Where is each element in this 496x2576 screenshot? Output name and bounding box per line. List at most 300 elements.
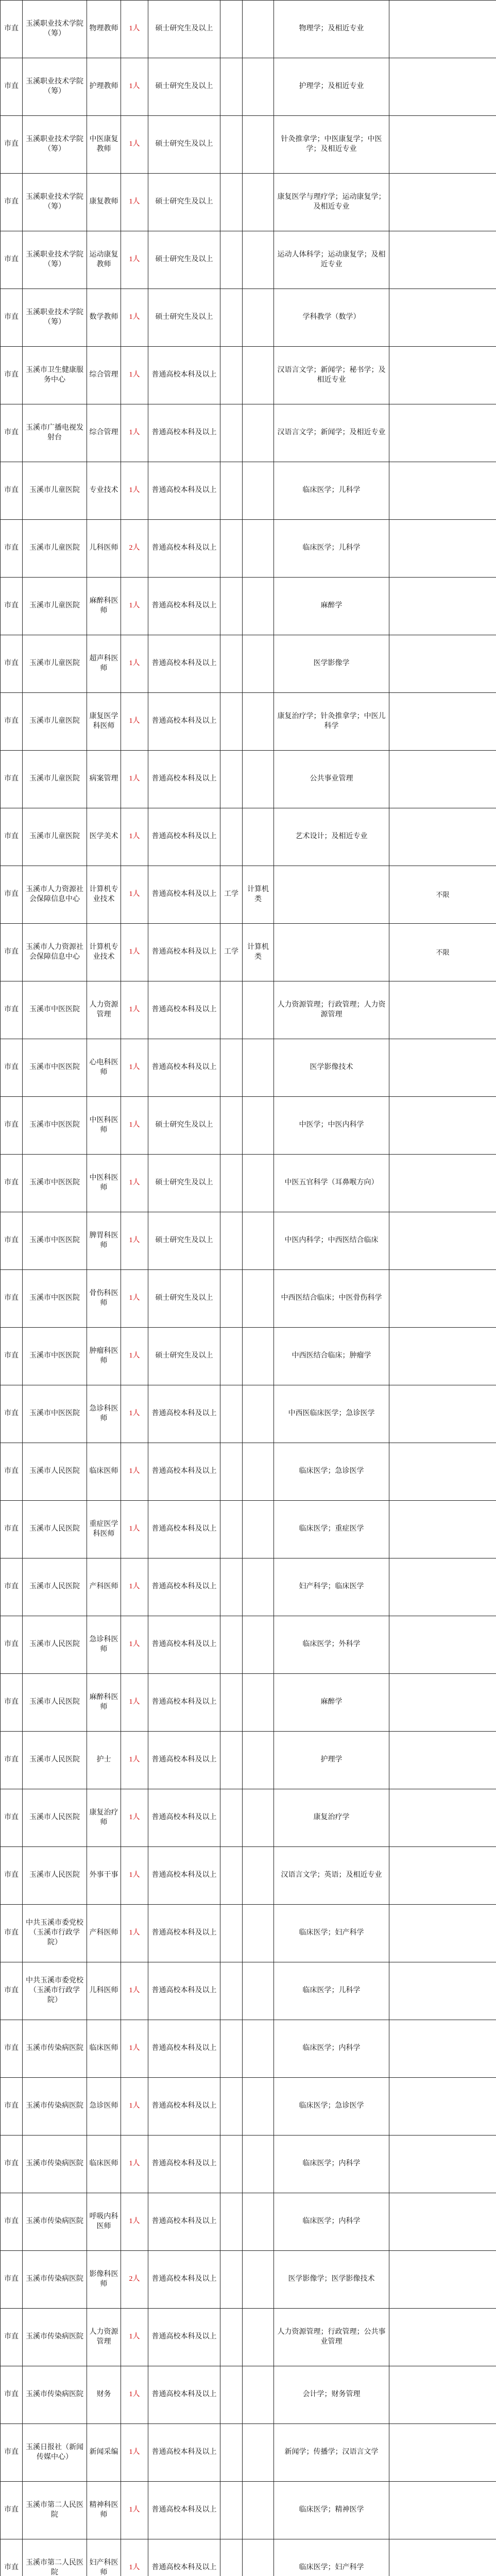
level-cell: 市直: [1, 808, 23, 866]
level-cell: 市直: [1, 2078, 23, 2136]
education-cell: 普通高校本科及以上: [148, 1962, 220, 2020]
level-cell: 市直: [1, 693, 23, 751]
remark-cell: 不限: [389, 924, 496, 981]
count-cell: 1人: [121, 1616, 148, 1674]
level-cell: 市直: [1, 2136, 23, 2193]
subject-category-cell: [243, 520, 274, 578]
degree-category-cell: [220, 1789, 243, 1847]
level-cell: 市直: [1, 347, 23, 404]
remark-cell: [389, 1212, 496, 1270]
unit-cell: 玉溪市中医医院: [23, 1385, 87, 1443]
post-cell: 外事干事: [87, 1847, 121, 1905]
degree-category-cell: [220, 1674, 243, 1732]
unit-cell: 玉溪职业技术学院（筹）: [23, 289, 87, 347]
degree-category-cell: [220, 1962, 243, 2020]
remark-cell: [389, 2193, 496, 2251]
subject-category-cell: [243, 2020, 274, 2078]
unit-cell: 玉溪市人民医院: [23, 1501, 87, 1558]
degree-category-cell: [220, 116, 243, 174]
subject-category-cell: [243, 2539, 274, 2576]
level-cell: 市直: [1, 174, 23, 231]
remark-cell: [389, 2251, 496, 2309]
post-cell: 综合管理: [87, 347, 121, 404]
education-cell: 硕士研究生及以上: [148, 1097, 220, 1155]
subject-category-cell: [243, 1328, 274, 1385]
remark-cell: [389, 1270, 496, 1328]
unit-cell: 玉溪市儿童医院: [23, 520, 87, 578]
remark-cell: [389, 1501, 496, 1558]
level-cell: 市直: [1, 1212, 23, 1270]
post-cell: 骨伤科医师: [87, 1270, 121, 1328]
education-cell: 普通高校本科及以上: [148, 2539, 220, 2576]
major-cell: 护理学；及相近专业: [274, 58, 389, 116]
level-cell: 市直: [1, 1616, 23, 1674]
post-cell: 儿科医师: [87, 520, 121, 578]
remark-cell: [389, 1616, 496, 1674]
subject-category-cell: [243, 2193, 274, 2251]
major-cell: 针灸推拿学；中医康复学；中医学；及相近专业: [274, 116, 389, 174]
subject-category-cell: [243, 578, 274, 635]
post-cell: 儿科医师: [87, 1962, 121, 2020]
degree-category-cell: [220, 289, 243, 347]
post-cell: 急诊医师: [87, 2078, 121, 2136]
level-cell: 市直: [1, 1155, 23, 1212]
post-cell: 急诊科医师: [87, 1385, 121, 1443]
degree-category-cell: [220, 1212, 243, 1270]
education-cell: 硕士研究生及以上: [148, 231, 220, 289]
post-cell: 物理教师: [87, 1, 121, 58]
subject-category-cell: [243, 2482, 274, 2539]
count-cell: 1人: [121, 1847, 148, 1905]
degree-category-cell: [220, 1155, 243, 1212]
table-row: [1, 924, 496, 981]
subject-category-cell: [243, 2078, 274, 2136]
unit-cell: 玉溪市人力资源社会保障信息中心: [23, 924, 87, 981]
table-row: [1, 2366, 496, 2424]
count-cell: 1人: [121, 2424, 148, 2482]
count-cell: 1人: [121, 866, 148, 924]
major-cell: 中医学；中医内科学: [274, 1097, 389, 1155]
level-cell: 市直: [1, 1732, 23, 1789]
post-cell: 新闻采编: [87, 2424, 121, 2482]
count-cell: 1人: [121, 116, 148, 174]
post-cell: 精神科医师: [87, 2482, 121, 2539]
level-cell: 市直: [1, 404, 23, 462]
education-cell: 普通高校本科及以上: [148, 981, 220, 1039]
degree-category-cell: [220, 1, 243, 58]
degree-category-cell: [220, 693, 243, 751]
subject-category-cell: [243, 2366, 274, 2424]
major-cell: 医学影像学: [274, 635, 389, 693]
education-cell: 普通高校本科及以上: [148, 462, 220, 520]
table-row: [1, 1212, 496, 1270]
count-cell: 1人: [121, 1039, 148, 1097]
subject-category-cell: [243, 693, 274, 751]
degree-category-cell: [220, 2309, 243, 2366]
subject-category-cell: [243, 1616, 274, 1674]
education-cell: 普通高校本科及以上: [148, 347, 220, 404]
level-cell: 市直: [1, 1674, 23, 1732]
unit-cell: 玉溪市人力资源社会保障信息中心: [23, 866, 87, 924]
unit-cell: 玉溪日报社（新闻传媒中心）: [23, 2424, 87, 2482]
degree-category-cell: [220, 1270, 243, 1328]
major-cell: 临床医学；外科学: [274, 1616, 389, 1674]
major-cell: 物理学；及相近专业: [274, 1, 389, 58]
major-cell: 中西医结合临床；肿瘤学: [274, 1328, 389, 1385]
count-cell: 1人: [121, 1732, 148, 1789]
table-row: [1, 1905, 496, 1962]
count-cell: 1人: [121, 1962, 148, 2020]
table-row: [1, 116, 496, 174]
remark-cell: [389, 578, 496, 635]
major-cell: 中西医临床医学；急诊医学: [274, 1385, 389, 1443]
unit-cell: 玉溪职业技术学院（筹）: [23, 174, 87, 231]
post-cell: 数学教师: [87, 289, 121, 347]
degree-category-cell: 工学: [220, 866, 243, 924]
major-cell: 中医内科学；中西医结合临床: [274, 1212, 389, 1270]
remark-cell: [389, 1847, 496, 1905]
major-cell: 医学影像技术: [274, 1039, 389, 1097]
table-row: [1, 347, 496, 404]
remark-cell: 不限: [389, 866, 496, 924]
table-row: [1, 2424, 496, 2482]
subject-category-cell: [243, 231, 274, 289]
count-cell: 1人: [121, 347, 148, 404]
table-row: [1, 2078, 496, 2136]
major-cell: 临床医学；内科学: [274, 2136, 389, 2193]
post-cell: 影像科医师: [87, 2251, 121, 2309]
degree-category-cell: [220, 347, 243, 404]
post-cell: 麻醉科医师: [87, 1674, 121, 1732]
education-cell: 硕士研究生及以上: [148, 1328, 220, 1385]
education-cell: 普通高校本科及以上: [148, 808, 220, 866]
table-row: [1, 1385, 496, 1443]
post-cell: 计算机专业技术: [87, 866, 121, 924]
count-cell: 1人: [121, 751, 148, 808]
education-cell: 硕士研究生及以上: [148, 58, 220, 116]
table-row: [1, 462, 496, 520]
unit-cell: 玉溪市中医医院: [23, 1270, 87, 1328]
unit-cell: 玉溪市传染病医院: [23, 2309, 87, 2366]
unit-cell: 中共玉溪市委党校（玉溪市行政学院）: [23, 1962, 87, 2020]
table-row: [1, 693, 496, 751]
count-cell: 1人: [121, 231, 148, 289]
post-cell: 中医康复教师: [87, 116, 121, 174]
count-cell: 1人: [121, 174, 148, 231]
table-row: [1, 1443, 496, 1501]
major-cell: 医学影像学；医学影像技术: [274, 2251, 389, 2309]
unit-cell: 玉溪市中医医院: [23, 981, 87, 1039]
education-cell: 普通高校本科及以上: [148, 520, 220, 578]
table-row: [1, 1732, 496, 1789]
education-cell: 普通高校本科及以上: [148, 866, 220, 924]
major-cell: 临床医学；妇产科学: [274, 1905, 389, 1962]
unit-cell: 玉溪市第二人民医院: [23, 2482, 87, 2539]
remark-cell: [389, 2482, 496, 2539]
unit-cell: 玉溪市人民医院: [23, 1847, 87, 1905]
unit-cell: 玉溪市儿童医院: [23, 693, 87, 751]
major-cell: 康复治疗学: [274, 1789, 389, 1847]
table-row: [1, 808, 496, 866]
post-cell: 人力资源管理: [87, 2309, 121, 2366]
education-cell: 硕士研究生及以上: [148, 116, 220, 174]
level-cell: 市直: [1, 1962, 23, 2020]
table-row: [1, 1616, 496, 1674]
education-cell: 硕士研究生及以上: [148, 1270, 220, 1328]
subject-category-cell: [243, 1097, 274, 1155]
major-cell: 运动人体科学；运动康复学；及相近专业: [274, 231, 389, 289]
remark-cell: [389, 347, 496, 404]
subject-category-cell: [243, 462, 274, 520]
unit-cell: 玉溪市传染病医院: [23, 2020, 87, 2078]
major-cell: 中西医结合临床；中医骨伤科学: [274, 1270, 389, 1328]
major-cell: 中医五官科学（耳鼻喉方向）: [274, 1155, 389, 1212]
level-cell: 市直: [1, 116, 23, 174]
level-cell: 市直: [1, 2482, 23, 2539]
level-cell: 市直: [1, 1789, 23, 1847]
education-cell: 硕士研究生及以上: [148, 1, 220, 58]
remark-cell: [389, 1, 496, 58]
table-row: [1, 1, 496, 58]
post-cell: 妇产科医师: [87, 2539, 121, 2576]
subject-category-cell: [243, 2251, 274, 2309]
unit-cell: 玉溪市传染病医院: [23, 2366, 87, 2424]
remark-cell: [389, 1558, 496, 1616]
degree-category-cell: [220, 58, 243, 116]
education-cell: 普通高校本科及以上: [148, 2424, 220, 2482]
education-cell: 普通高校本科及以上: [148, 404, 220, 462]
degree-category-cell: [220, 635, 243, 693]
education-cell: 普通高校本科及以上: [148, 1558, 220, 1616]
level-cell: 市直: [1, 751, 23, 808]
degree-category-cell: [220, 1097, 243, 1155]
degree-category-cell: [220, 1905, 243, 1962]
table-row: [1, 981, 496, 1039]
education-cell: 普通高校本科及以上: [148, 1847, 220, 1905]
major-cell: 汉语言文学；新闻学；及相近专业: [274, 404, 389, 462]
degree-category-cell: [220, 1039, 243, 1097]
unit-cell: 玉溪市儿童医院: [23, 578, 87, 635]
remark-cell: [389, 2020, 496, 2078]
education-cell: 普通高校本科及以上: [148, 2020, 220, 2078]
remark-cell: [389, 1732, 496, 1789]
education-cell: 普通高校本科及以上: [148, 1905, 220, 1962]
subject-category-cell: [243, 289, 274, 347]
major-cell: 临床医学；妇产科学: [274, 2539, 389, 2576]
table-row: [1, 578, 496, 635]
unit-cell: 玉溪市人民医院: [23, 1616, 87, 1674]
subject-category-cell: [243, 1847, 274, 1905]
major-cell: 麻醉学: [274, 578, 389, 635]
table-row: [1, 289, 496, 347]
level-cell: 市直: [1, 2251, 23, 2309]
level-cell: 市直: [1, 2366, 23, 2424]
remark-cell: [389, 808, 496, 866]
count-cell: 1人: [121, 1, 148, 58]
subject-category-cell: [243, 1039, 274, 1097]
remark-cell: [389, 2424, 496, 2482]
remark-cell: [389, 462, 496, 520]
unit-cell: 玉溪市中医医院: [23, 1039, 87, 1097]
level-cell: 市直: [1, 2539, 23, 2576]
post-cell: 产科医师: [87, 1558, 121, 1616]
level-cell: 市直: [1, 1443, 23, 1501]
unit-cell: 中共玉溪市委党校（玉溪市行政学院）: [23, 1905, 87, 1962]
major-cell: 临床医学；精神医学: [274, 2482, 389, 2539]
subject-category-cell: [243, 1905, 274, 1962]
education-cell: 普通高校本科及以上: [148, 2366, 220, 2424]
unit-cell: 玉溪市儿童医院: [23, 462, 87, 520]
major-cell: [274, 924, 389, 981]
level-cell: 市直: [1, 1501, 23, 1558]
table-row: [1, 1328, 496, 1385]
post-cell: 综合管理: [87, 404, 121, 462]
count-cell: 1人: [121, 1097, 148, 1155]
count-cell: 1人: [121, 1385, 148, 1443]
degree-category-cell: [220, 1443, 243, 1501]
table-row: [1, 2020, 496, 2078]
education-cell: 普通高校本科及以上: [148, 635, 220, 693]
count-cell: 1人: [121, 1443, 148, 1501]
count-cell: 2人: [121, 2251, 148, 2309]
degree-category-cell: [220, 808, 243, 866]
level-cell: 市直: [1, 58, 23, 116]
education-cell: 普通高校本科及以上: [148, 2078, 220, 2136]
major-cell: 护理学: [274, 1732, 389, 1789]
count-cell: 1人: [121, 1674, 148, 1732]
unit-cell: 玉溪市儿童医院: [23, 751, 87, 808]
post-cell: 肿瘤科医师: [87, 1328, 121, 1385]
level-cell: 市直: [1, 924, 23, 981]
major-cell: 会计学；财务管理: [274, 2366, 389, 2424]
degree-category-cell: [220, 520, 243, 578]
post-cell: 超声科医师: [87, 635, 121, 693]
unit-cell: 玉溪职业技术学院（筹）: [23, 58, 87, 116]
post-cell: 康复医学科医师: [87, 693, 121, 751]
table-row: [1, 2309, 496, 2366]
major-cell: 康复治疗学；针灸推拿学；中医儿科学: [274, 693, 389, 751]
unit-cell: 玉溪市卫生健康服务中心: [23, 347, 87, 404]
education-cell: 普通高校本科及以上: [148, 578, 220, 635]
post-cell: 产科医师: [87, 1905, 121, 1962]
level-cell: 市直: [1, 1039, 23, 1097]
subject-category-cell: [243, 981, 274, 1039]
remark-cell: [389, 693, 496, 751]
degree-category-cell: [220, 1616, 243, 1674]
subject-category-cell: [243, 1155, 274, 1212]
unit-cell: 玉溪市儿童医院: [23, 635, 87, 693]
post-cell: 计算机专业技术: [87, 924, 121, 981]
count-cell: 1人: [121, 1212, 148, 1270]
table-row: [1, 1270, 496, 1328]
remark-cell: [389, 520, 496, 578]
post-cell: 呼吸内科医师: [87, 2193, 121, 2251]
education-cell: 普通高校本科及以上: [148, 2309, 220, 2366]
unit-cell: 玉溪市中医医院: [23, 1212, 87, 1270]
major-cell: 临床医学；急诊医学: [274, 2078, 389, 2136]
degree-category-cell: [220, 1732, 243, 1789]
count-cell: 1人: [121, 1789, 148, 1847]
level-cell: 市直: [1, 1270, 23, 1328]
level-cell: 市直: [1, 2309, 23, 2366]
degree-category-cell: [220, 2366, 243, 2424]
remark-cell: [389, 1962, 496, 2020]
post-cell: 康复治疗师: [87, 1789, 121, 1847]
major-cell: 临床医学；儿科学: [274, 462, 389, 520]
major-cell: 新闻学；传播学；汉语言文学: [274, 2424, 389, 2482]
subject-category-cell: [243, 1385, 274, 1443]
subject-category-cell: [243, 116, 274, 174]
unit-cell: 玉溪市传染病医院: [23, 2078, 87, 2136]
table-row: [1, 2251, 496, 2309]
level-cell: 市直: [1, 1905, 23, 1962]
table-row: [1, 231, 496, 289]
post-cell: 病案管理: [87, 751, 121, 808]
subject-category-cell: [243, 1558, 274, 1616]
table-row: [1, 1155, 496, 1212]
degree-category-cell: 工学: [220, 924, 243, 981]
level-cell: 市直: [1, 635, 23, 693]
education-cell: 普通高校本科及以上: [148, 924, 220, 981]
education-cell: 硕士研究生及以上: [148, 1212, 220, 1270]
level-cell: 市直: [1, 1385, 23, 1443]
unit-cell: 玉溪市传染病医院: [23, 2251, 87, 2309]
subject-category-cell: [243, 58, 274, 116]
count-cell: 1人: [121, 2482, 148, 2539]
post-cell: 护士: [87, 1732, 121, 1789]
table-row: [1, 1501, 496, 1558]
subject-category-cell: [243, 635, 274, 693]
count-cell: 1人: [121, 289, 148, 347]
count-cell: 1人: [121, 2078, 148, 2136]
subject-category-cell: [243, 1212, 274, 1270]
degree-category-cell: [220, 981, 243, 1039]
major-cell: 康复医学与理疗学；运动康复学；及相近专业: [274, 174, 389, 231]
table-row: [1, 1097, 496, 1155]
post-cell: 运动康复教师: [87, 231, 121, 289]
table-row: [1, 520, 496, 578]
level-cell: 市直: [1, 1328, 23, 1385]
degree-category-cell: [220, 578, 243, 635]
major-cell: 人力资源管理；行政管理；人力资源管理: [274, 981, 389, 1039]
table-row: [1, 866, 496, 924]
education-cell: 硕士研究生及以上: [148, 1155, 220, 1212]
post-cell: 脾胃科医师: [87, 1212, 121, 1270]
subject-category-cell: [243, 751, 274, 808]
table-row: [1, 751, 496, 808]
level-cell: 市直: [1, 1558, 23, 1616]
degree-category-cell: [220, 2424, 243, 2482]
unit-cell: 玉溪市中医医院: [23, 1155, 87, 1212]
remark-cell: [389, 1097, 496, 1155]
count-cell: 1人: [121, 1270, 148, 1328]
subject-category-cell: [243, 347, 274, 404]
post-cell: 麻醉科医师: [87, 578, 121, 635]
count-cell: 1人: [121, 635, 148, 693]
major-cell: 公共事业管理: [274, 751, 389, 808]
table-row: [1, 2136, 496, 2193]
unit-cell: 玉溪市人民医院: [23, 1558, 87, 1616]
degree-category-cell: [220, 404, 243, 462]
unit-cell: 玉溪市广播电视发射台: [23, 404, 87, 462]
degree-category-cell: [220, 231, 243, 289]
remark-cell: [389, 1674, 496, 1732]
level-cell: 市直: [1, 866, 23, 924]
post-cell: 护理教师: [87, 58, 121, 116]
unit-cell: 玉溪市传染病医院: [23, 2193, 87, 2251]
subject-category-cell: [243, 2424, 274, 2482]
table-row: [1, 2193, 496, 2251]
